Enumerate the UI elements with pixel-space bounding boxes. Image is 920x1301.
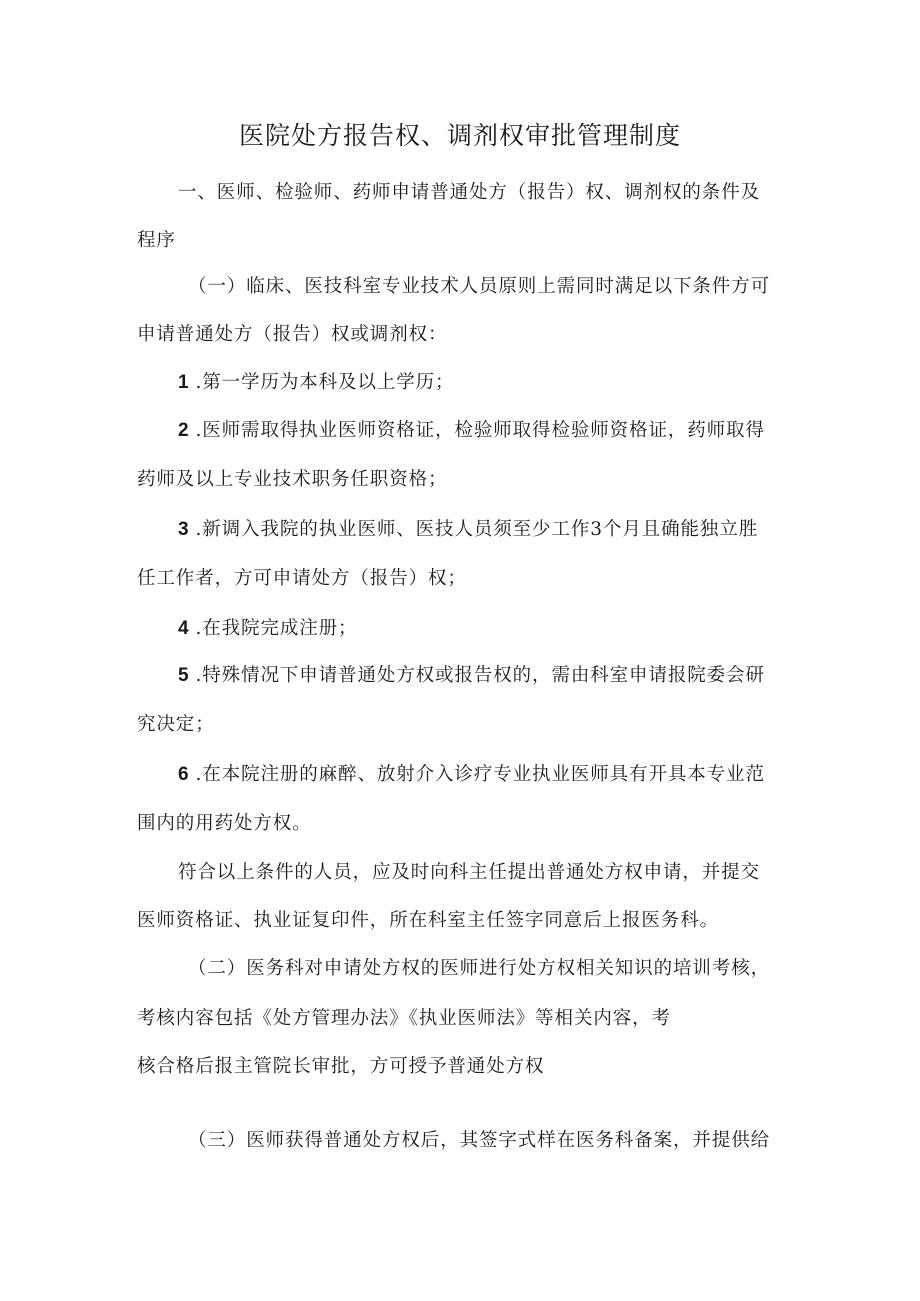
paragraph-line: 考核内容包括《处方管理办法》《执业医师法》等相关内容，考 (137, 1008, 671, 1029)
paragraph-line: 符合以上条件的人员，应及时向科主任提出普通处方权申请，并提交 (178, 862, 761, 883)
paragraph-line: 申请普通处方（报告）权或调剂权： (137, 324, 448, 345)
list-number: 6 (178, 764, 190, 785)
paragraph-line: 任工作者，方可申请处方（报告）权； (137, 568, 467, 589)
list-number: 1 (178, 372, 190, 393)
paragraph-line: 程序 (137, 230, 176, 251)
list-number: 3 (178, 519, 190, 540)
paragraph-line: 围内的用药处方权。 (137, 813, 312, 834)
paragraph-line: 一、医师、检验师、药师申请普通处方（报告）权、调剂权的条件及 (178, 182, 761, 203)
list-item: 4 .在我院完成注册； (178, 618, 358, 639)
list-number: 4 (178, 618, 190, 639)
paragraph-line: （三）医师获得普通处方权后，其签字式样在医务科备案，并提供给 (188, 1130, 771, 1151)
list-item: 5 .特殊情况下申请普通处方权或报告权的，需由科室申请报院委会研 (178, 665, 765, 686)
paragraph-line: 究决定； (137, 714, 215, 735)
paragraph-line: （二）医务科对申请处方权的医师进行处方权相关知识的培训考核， (188, 958, 771, 979)
paragraph-line: 药师及以上专业技术职务任职资格； (137, 469, 448, 490)
list-item: 6 .在本院注册的麻醉、放射介入诊疗专业执业医师具有开具本专业范 (178, 764, 765, 785)
list-item: 3 .新调入我院的执业医师、医技人员须至少工作3个月且确能独立胜 (178, 519, 759, 540)
paragraph-line: 医师资格证、执业证复印件，所在科室主任签字同意后上报医务科。 (137, 910, 720, 931)
list-number: 5 (178, 665, 190, 686)
paragraph-line: 核合格后报主管院长审批，方可授予普通处方权 (137, 1056, 545, 1077)
document-title: 医院处方报告权、调剂权审批管理制度 (238, 121, 681, 150)
list-number: 2 (178, 420, 190, 441)
list-item: 2 .医师需取得执业医师资格证，检验师取得检验师资格证，药师取得 (178, 420, 765, 441)
paragraph-line: （一）临床、医技科室专业技术人员原则上需同时满足以下条件方可 (188, 276, 771, 297)
list-item: 1 .第一学历为本科及以上学历； (178, 372, 455, 393)
